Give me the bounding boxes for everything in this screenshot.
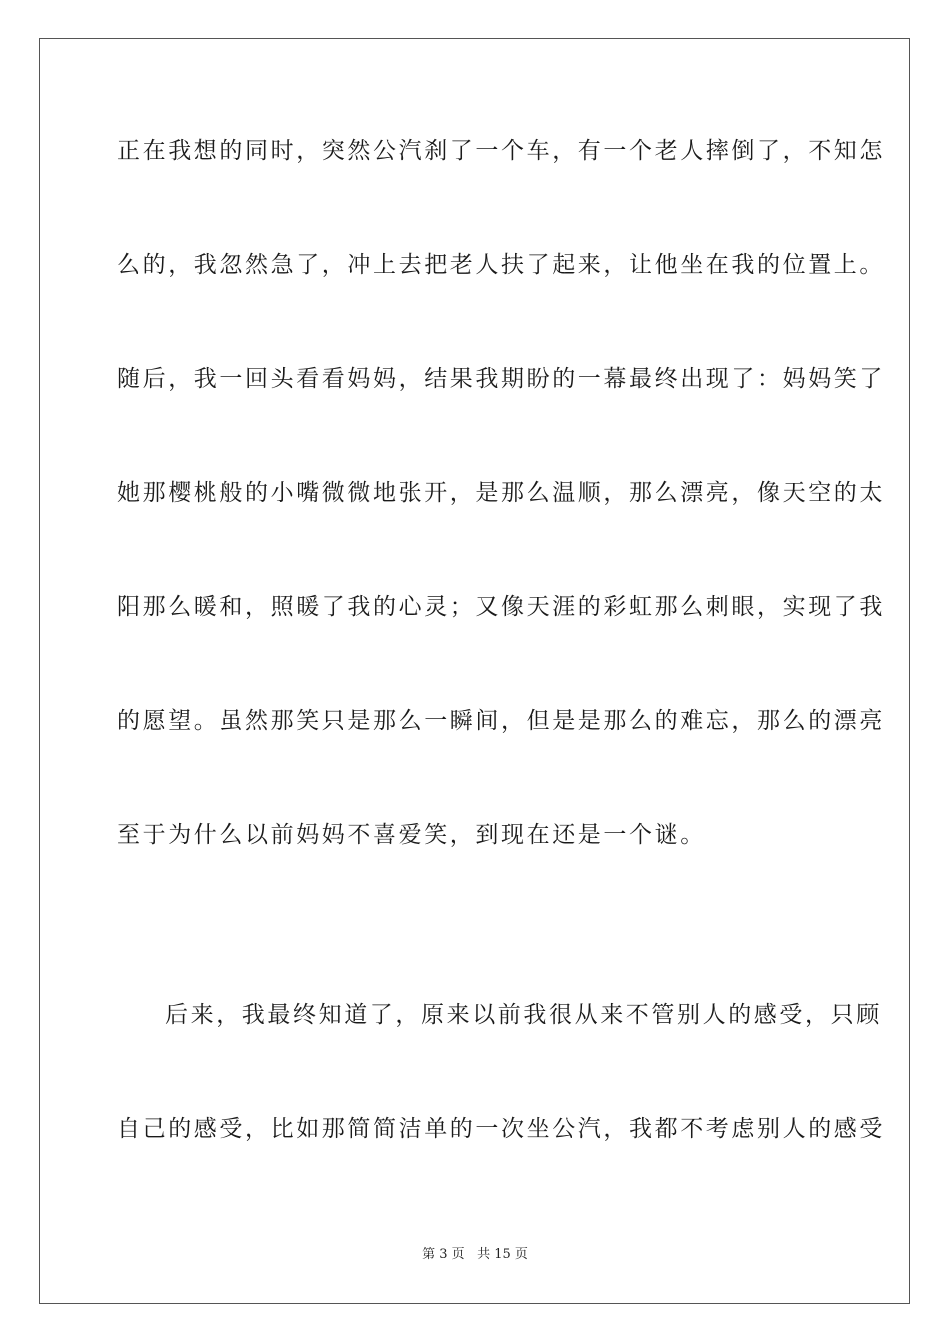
text-line-4: 她那樱桃般的小嘴微微地张开，是那么温顺，那么漂亮，像天空的太 <box>117 480 885 506</box>
text-line-6: 的愿望。虽然那笑只是那么一瞬间，但是是那么的难忘，那么的漂亮 <box>117 708 885 734</box>
text-line-1: 正在我想的同时，突然公汽刹了一个车，有一个老人摔倒了，不知怎 <box>117 138 885 164</box>
paragraph-start-line: 后来，我最终知道了，原来以前我很从来不管别人的感受，只顾 <box>165 1002 882 1028</box>
text-line-3: 随后，我一回头看看妈妈，结果我期盼的一幕最终出现了：妈妈笑了 <box>117 366 885 392</box>
page-total: 共 15 页 <box>477 1247 528 1262</box>
text-line-5: 阳那么暖和，照暖了我的心灵；又像天涯的彩虹那么刺眼，实现了我 <box>117 594 885 620</box>
page-footer <box>0 1246 950 1264</box>
text-line-2: 么的，我忽然急了，冲上去把老人扶了起来，让他坐在我的位置上。 <box>117 252 885 278</box>
text-line-9: 自己的感受，比如那简简洁单的一次坐公汽，我都不考虑别人的感受 <box>117 1116 885 1142</box>
text-line-7: 至于为什么以前妈妈不喜爱笑，到现在还是一个谜。 <box>117 822 706 848</box>
page-number: 第 3 页 <box>422 1247 465 1262</box>
